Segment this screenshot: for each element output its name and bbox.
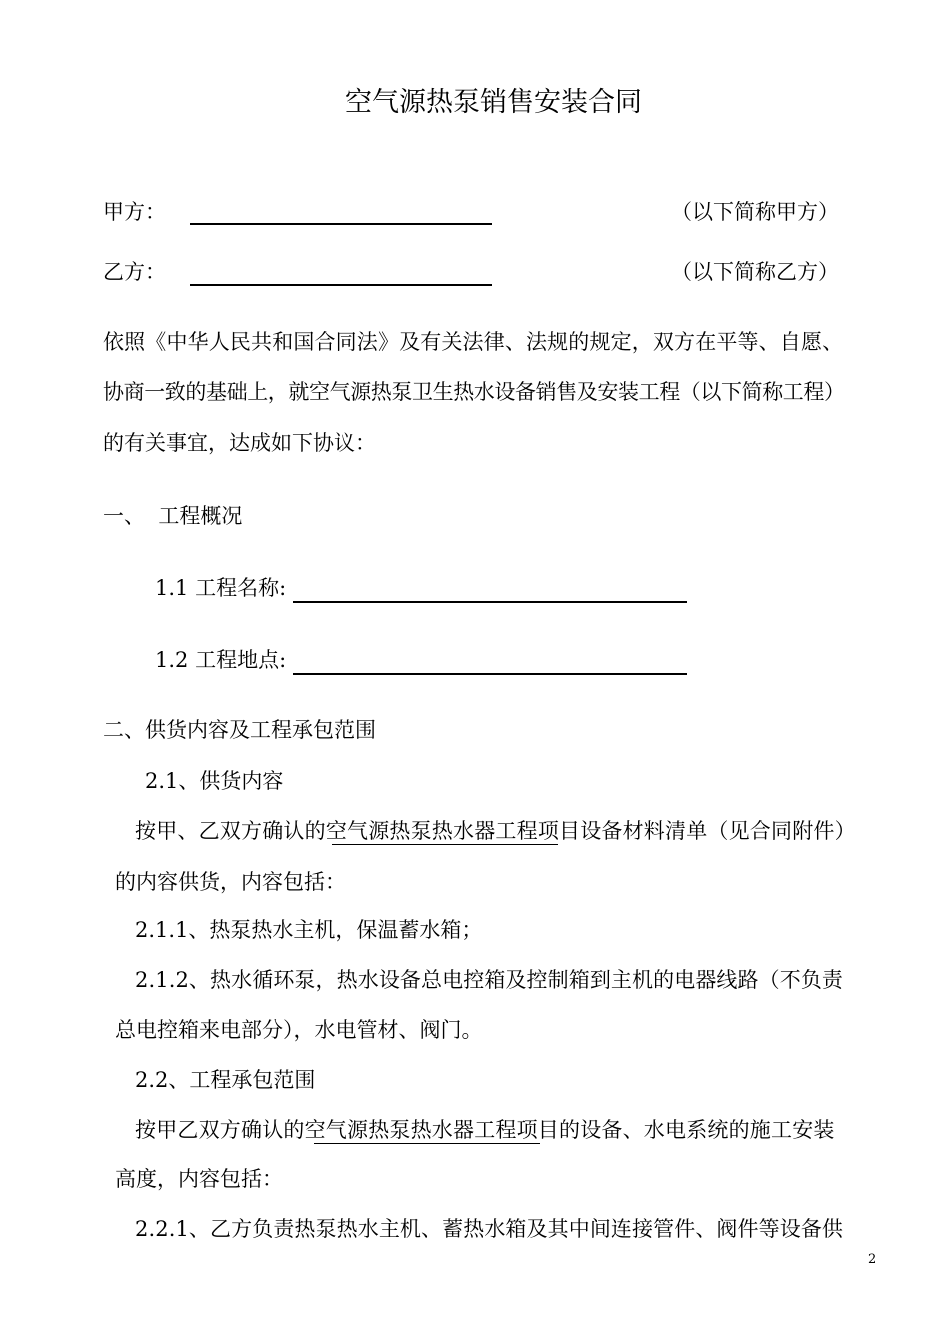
party-b-note: （以下简称乙方） (671, 260, 839, 284)
party-a-note: （以下简称甲方） (671, 200, 839, 224)
party-b-label: 乙方： (103, 260, 166, 284)
document-title: 空气源热泵销售安装合同 (345, 87, 642, 118)
page-number: 2 (868, 1252, 877, 1267)
item-2-1-2-line-2: 总电控箱来电部分），水电管材、阀门。 (115, 1018, 483, 1042)
party-a-label: 甲方： (103, 200, 166, 224)
subsection-2-2: 2.2、工程承包范围 (135, 1068, 316, 1092)
item-2-2-1: 2.2.1、乙方负责热泵热水主机、蓄热水箱及其中间连接管件、阀件等设备供 (135, 1217, 844, 1241)
s22-para-line-1 (135, 1116, 835, 1144)
s22-underline (314, 1143, 540, 1144)
s21-para-post: 项目设备材料清单（见合同附件） (537, 819, 856, 843)
s21-underline (332, 844, 558, 845)
item-2-1-2-line-1: 2.1.2、热水循环泵，热水设备总电控箱及控制箱到主机的电器线路（不负责 (135, 968, 844, 992)
party-b-blank (190, 284, 492, 286)
s21-para-line-2: 的内容供货，内容包括： (115, 870, 346, 894)
project-location-blank (293, 673, 687, 675)
intro-line-1: 依照《中华人民共和国合同法》及有关法律、法规的规定，双方在平等、自愿、 (103, 330, 844, 354)
s21-para-pre: 按甲、乙双方确认的 (135, 819, 326, 843)
subsection-2-1: 2.1、供货内容 (145, 769, 284, 793)
party-a-blank (190, 223, 492, 225)
s22-underlined-project: 空气源热泵热水器工程 (304, 1118, 517, 1142)
section2-heading: 二、供货内容及工程承包范围 (103, 718, 376, 742)
project-name-blank (293, 601, 687, 603)
intro-line-3: 的有关事宜，达成如下协议： (103, 431, 376, 455)
s22-para-pre: 按甲乙双方确认的 (135, 1118, 305, 1142)
s21-para-line-1 (135, 817, 856, 845)
s22-para-post: 项目的设备、水电系统的施工安装 (516, 1118, 835, 1142)
item-2-1-1: 2.1.1、热泵热水主机，保温蓄水箱； (135, 918, 483, 942)
section1-heading: 一、 工程概况 (103, 504, 243, 528)
intro-line-2: 协商一致的基础上，就空气源热泵卫生热水设备销售及安装工程（以下简称工程） (103, 380, 845, 404)
s21-underlined-project: 空气源热泵热水器工程 (325, 819, 538, 843)
project-location-label: 1.2 工程地点: (155, 648, 287, 672)
project-name-label: 1.1 工程名称: (155, 576, 287, 600)
s22-para-line-2: 高度，内容包括： (115, 1167, 283, 1191)
